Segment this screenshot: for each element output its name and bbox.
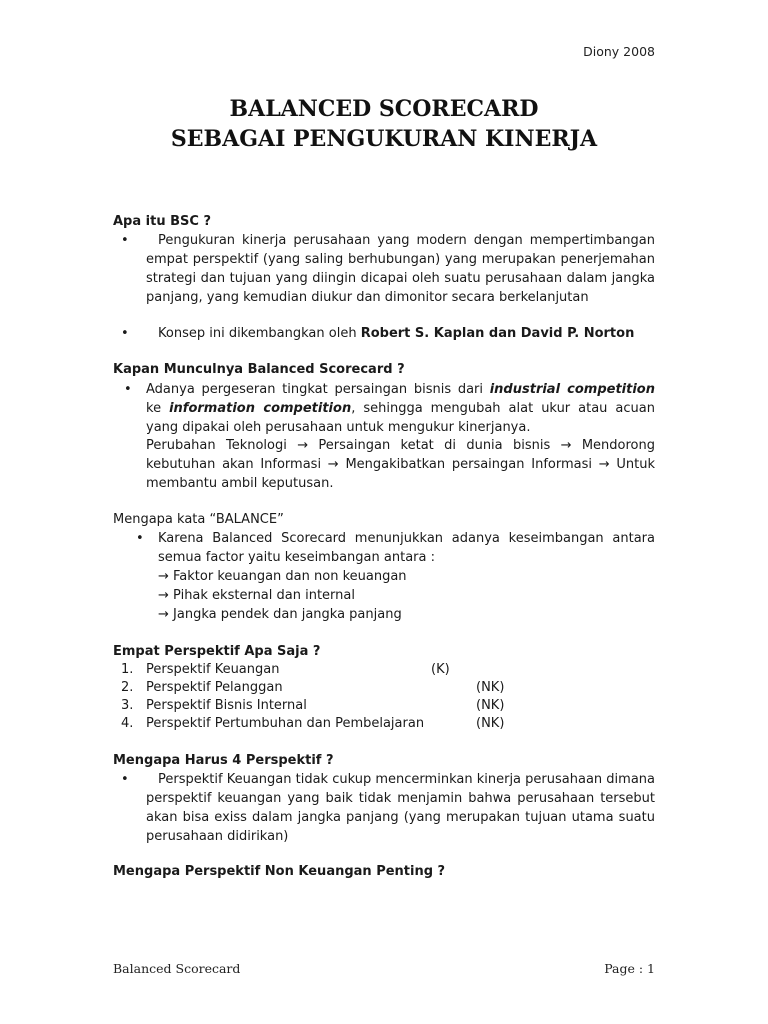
perspective-row: [121, 661, 541, 680]
bsc-origin-authors: Robert S. Kaplan dan David P. Norton: [360, 326, 635, 341]
bullet-icon: •: [136, 531, 144, 546]
perspective-row: [121, 697, 541, 716]
perspective-code: (NK): [476, 680, 505, 695]
bsc-definition-text: Pengukuran kinerja perusahaan yang modern dengan mempertimbangan empat perspektif (yang saling berhubungan) yang merupakan penerjemahan strategi dan tujuan yang diingin dicapai oleh suatu perusahaan dalam jangka panjang, yang kemudian diukur dan dimonitor secara berkelanjutan: [146, 233, 655, 305]
competition-shift-e: , sehingga mengubah alat ukur atau acuan yang dipakai oleh perusahaan untuk mengukur kinerjanya.: [146, 401, 655, 435]
bullet-icon: •: [121, 326, 129, 341]
perspective-label: Perspektif Pertumbuhan dan Pembelajaran: [146, 716, 425, 731]
bullet-icon: •: [121, 772, 129, 787]
footer-page-number: Page : 1: [604, 961, 655, 976]
competition-shift-a: Adanya pergeseran tingkat persaingan bisnis dari: [146, 382, 490, 397]
technology-chain-text: Perubahan Teknologi → Persaingan ketat di dunia bisnis → Mendorong kebutuhan akan Informasi → Mengakibatkan persaingan Informasi → Untuk membantu ambil keputusan.: [146, 438, 655, 491]
author-header: Diony 2008: [583, 44, 655, 59]
section-heading-empat-perspektif: Empat Perspektif Apa Saja ?: [113, 644, 321, 659]
bsc-origin-text: [158, 324, 658, 343]
section-heading-kapan-munculnya: Kapan Munculnya Balanced Scorecard ?: [113, 362, 405, 377]
balance-explanation-text: Karena Balanced Scorecard menunjukkan adanya keseimbangan antara semua factor yaitu keseimbangan antara :: [158, 531, 655, 565]
document-title-line-2: SEBAGAI PENGUKURAN KINERJA: [170, 126, 598, 152]
four-perspectives-reason-text: Perspektif Keuangan tidak cukup mencerminkan kinerja perusahaan dimana perspektif keuangan yang baik tidak menjamin bahwa perusahaan tersebut akan bisa exiss dalam jangka panjang (yang merupakan tujuan utama suatu perusahaan didirikan): [146, 772, 655, 844]
perspective-number: 4.: [121, 716, 134, 731]
footer-document-name: Balanced Scorecard: [113, 961, 241, 976]
competition-shift-c: ke: [146, 401, 170, 416]
section-heading-mengapa-balance: Mengapa kata “BALANCE”: [113, 512, 284, 527]
balance-item-short-long: → Jangka pendek dan jangka panjang: [158, 607, 402, 622]
perspective-number: 3.: [121, 698, 134, 713]
section-heading-apa-itu-bsc: Apa itu BSC ?: [113, 214, 211, 229]
perspective-label: Perspektif Bisnis Internal: [146, 698, 307, 713]
balance-item-financial: → Faktor keuangan dan non keuangan: [158, 569, 407, 584]
competition-shift-text: [146, 380, 655, 437]
document-title-line-1: BALANCED SCORECARD: [229, 96, 539, 122]
perspective-code: (NK): [476, 716, 505, 731]
section-heading-non-keuangan-penting: Mengapa Perspektif Non Keuangan Penting ?: [113, 864, 446, 879]
section-heading-mengapa-4-perspektif: Mengapa Harus 4 Perspektif ?: [113, 753, 334, 768]
bullet-icon: •: [124, 382, 132, 397]
perspective-label: Perspektif Pelanggan: [146, 680, 283, 695]
bsc-origin-prefix: Konsep ini dikembangkan oleh: [158, 326, 361, 341]
bullet-icon: •: [121, 233, 129, 248]
perspective-code: (K): [431, 662, 450, 677]
perspective-number: 1.: [121, 662, 134, 677]
competition-industrial: industrial competition: [489, 382, 655, 397]
perspective-code: (NK): [476, 698, 505, 713]
perspective-row: [121, 715, 541, 734]
competition-information: information competition: [169, 401, 352, 416]
perspective-label: Perspektif Keuangan: [146, 662, 280, 677]
balance-item-external-internal: → Pihak eksternal dan internal: [158, 588, 355, 603]
perspective-number: 2.: [121, 680, 134, 695]
perspective-row: [121, 679, 541, 698]
